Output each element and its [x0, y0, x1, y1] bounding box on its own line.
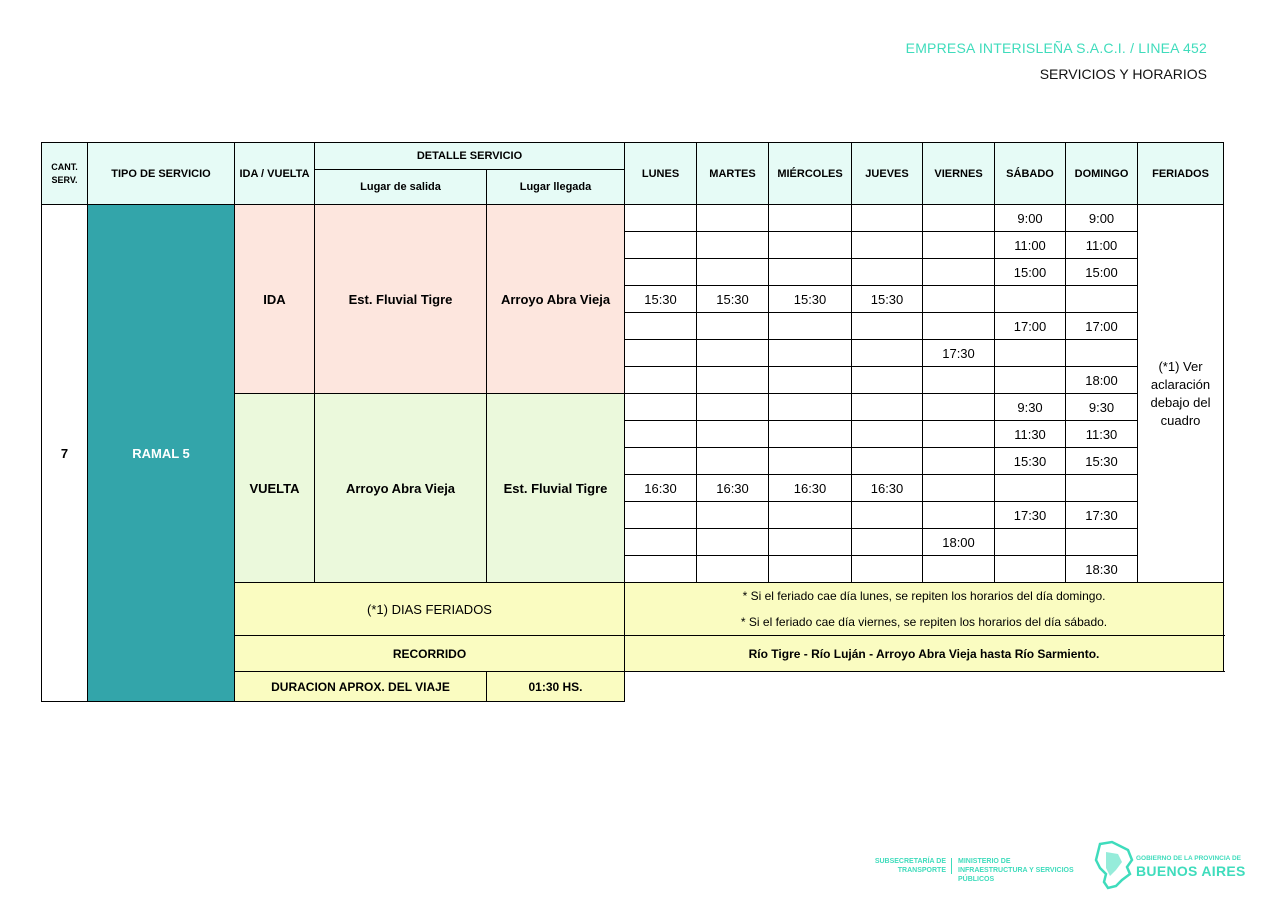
time-cell: [697, 421, 769, 448]
duracion-label: DURACION APROX. DEL VIAJE: [235, 672, 487, 702]
duracion-value: 01:30 HS.: [487, 672, 625, 702]
ida-direction-label: IDA: [235, 205, 315, 394]
time-cell: [697, 205, 769, 232]
time-cell: [852, 556, 923, 583]
time-cell: 15:30: [769, 286, 852, 313]
vuelta-arrival-place: Est. Fluvial Tigre: [487, 394, 625, 583]
time-cell: [852, 205, 923, 232]
time-cell: 18:30: [1066, 556, 1138, 583]
time-cell: 15:30: [1066, 448, 1138, 475]
time-cell: [852, 421, 923, 448]
time-cell: 15:30: [697, 286, 769, 313]
time-cell: [625, 259, 697, 286]
time-cell: [697, 556, 769, 583]
time-cell: [923, 421, 995, 448]
header-day-domingo: DOMINGO: [1066, 143, 1138, 205]
time-cell: 15:30: [625, 286, 697, 313]
header-llegada: Lugar llegada: [487, 170, 625, 205]
time-cell: [625, 367, 697, 394]
time-cell: 11:30: [995, 421, 1066, 448]
time-cell: [697, 529, 769, 556]
header-ida-vuelta: IDA / VUELTA: [235, 143, 315, 205]
ida-departure-place: Est. Fluvial Tigre: [315, 205, 487, 394]
time-cell: [769, 556, 852, 583]
time-cell: [697, 259, 769, 286]
vuelta-departure-place: Arroyo Abra Vieja: [315, 394, 487, 583]
time-cell: [769, 502, 852, 529]
time-cell: 15:00: [995, 259, 1066, 286]
time-cell: [852, 232, 923, 259]
service-type: RAMAL 5: [88, 205, 235, 702]
header-cant: CANT. SERV.: [42, 143, 88, 205]
time-cell: [625, 340, 697, 367]
time-cell: [852, 259, 923, 286]
time-cell: [625, 313, 697, 340]
time-cell: 16:30: [852, 475, 923, 502]
time-cell: [995, 475, 1066, 502]
time-cell: [769, 259, 852, 286]
time-cell: [625, 205, 697, 232]
time-cell: [1066, 340, 1138, 367]
time-cell: 15:30: [995, 448, 1066, 475]
schedule-table: [41, 142, 1224, 702]
time-cell: [769, 340, 852, 367]
footer-subsecretaria: SUBSECRETARÍA DE TRANSPORTE: [874, 858, 946, 874]
time-cell: 9:00: [1066, 205, 1138, 232]
time-cell: [923, 448, 995, 475]
header-day-viernes: VIERNES: [923, 143, 995, 205]
time-cell: [769, 394, 852, 421]
time-cell: [852, 340, 923, 367]
time-cell: 18:00: [1066, 367, 1138, 394]
recorrido-value: Río Tigre - Río Luján - Arroyo Abra Vieja hasta Río Sarmiento.: [625, 636, 1224, 672]
feriados-label: (*1) DIAS FERIADOS: [235, 583, 625, 636]
time-cell: [923, 259, 995, 286]
time-cell: [995, 340, 1066, 367]
time-cell: 17:00: [995, 313, 1066, 340]
time-cell: 17:30: [995, 502, 1066, 529]
time-cell: [625, 232, 697, 259]
time-cell: 11:00: [995, 232, 1066, 259]
time-cell: 17:00: [1066, 313, 1138, 340]
header-feriados: FERIADOS: [1138, 143, 1224, 205]
footer-ministerio: MINISTERIO DE INFRAESTRUCTURA Y SERVICIOS PÚBLICOS: [958, 858, 1074, 883]
time-cell: [697, 394, 769, 421]
time-cell: 17:30: [1066, 502, 1138, 529]
time-cell: [625, 556, 697, 583]
footer-gobierno: GOBIERNO DE LA PROVINCIA DE: [1136, 855, 1241, 862]
service-count: 7: [42, 205, 88, 702]
time-cell: 9:00: [995, 205, 1066, 232]
time-cell: [852, 367, 923, 394]
time-cell: [769, 448, 852, 475]
header-detalle: DETALLE SERVICIO: [315, 143, 625, 170]
time-cell: [923, 475, 995, 502]
time-cell: 16:30: [769, 475, 852, 502]
empty-area: [625, 672, 1224, 702]
feriados-line: * Si el feriado cae día viernes, se repiten los horarios del día sábado.: [625, 609, 1224, 636]
time-cell: 15:00: [1066, 259, 1138, 286]
time-cell: [852, 529, 923, 556]
header-day-miercoles: MIÉRCOLES: [769, 143, 852, 205]
time-cell: 16:30: [697, 475, 769, 502]
time-cell: [769, 421, 852, 448]
company-title: EMPRESA INTERISLEÑA S.A.C.I. / LINEA 452: [905, 40, 1207, 56]
header-day-martes: MARTES: [697, 143, 769, 205]
page-subtitle: SERVICIOS Y HORARIOS: [1039, 66, 1207, 82]
time-cell: [625, 502, 697, 529]
time-cell: 17:30: [923, 340, 995, 367]
time-cell: [995, 367, 1066, 394]
time-cell: [697, 340, 769, 367]
time-cell: [769, 367, 852, 394]
table-row: [42, 205, 1224, 232]
time-cell: [625, 394, 697, 421]
time-cell: [923, 232, 995, 259]
time-cell: 11:30: [1066, 421, 1138, 448]
time-cell: [852, 502, 923, 529]
time-cell: [697, 232, 769, 259]
time-cell: [625, 421, 697, 448]
header-salida: Lugar de salida: [315, 170, 487, 205]
time-cell: [852, 313, 923, 340]
time-cell: [923, 556, 995, 583]
province-map-emblem-icon: [1094, 840, 1134, 890]
feriados-note: (*1) Ver aclaración debajo del cuadro: [1138, 205, 1224, 583]
time-cell: 9:30: [995, 394, 1066, 421]
time-cell: [769, 529, 852, 556]
time-cell: [769, 313, 852, 340]
ida-arrival-place: Arroyo Abra Vieja: [487, 205, 625, 394]
time-cell: [697, 313, 769, 340]
header-day-jueves: JUEVES: [852, 143, 923, 205]
time-cell: [995, 286, 1066, 313]
time-cell: [1066, 475, 1138, 502]
time-cell: [697, 448, 769, 475]
time-cell: [923, 394, 995, 421]
footer-separator: [951, 858, 952, 874]
time-cell: 9:30: [1066, 394, 1138, 421]
time-cell: 16:30: [625, 475, 697, 502]
time-cell: [923, 502, 995, 529]
time-cell: [625, 529, 697, 556]
time-cell: [769, 232, 852, 259]
time-cell: 11:00: [1066, 232, 1138, 259]
time-cell: [923, 313, 995, 340]
time-cell: [769, 205, 852, 232]
vuelta-direction-label: VUELTA: [235, 394, 315, 583]
time-cell: [697, 502, 769, 529]
time-cell: 15:30: [852, 286, 923, 313]
time-cell: [852, 448, 923, 475]
time-cell: [923, 367, 995, 394]
time-cell: [995, 529, 1066, 556]
time-cell: [1066, 286, 1138, 313]
header-tipo: TIPO DE SERVICIO: [88, 143, 235, 205]
time-cell: [923, 205, 995, 232]
time-cell: [852, 394, 923, 421]
footer-buenos-aires: BUENOS AIRES: [1136, 863, 1246, 879]
time-cell: 18:00: [923, 529, 995, 556]
time-cell: [625, 448, 697, 475]
time-cell: [1066, 529, 1138, 556]
time-cell: [923, 286, 995, 313]
time-cell: [995, 556, 1066, 583]
header-day-sabado: SÁBADO: [995, 143, 1066, 205]
feriados-line: * Si el feriado cae día lunes, se repiten los horarios del día domingo.: [625, 583, 1224, 610]
recorrido-label: RECORRIDO: [235, 636, 625, 672]
time-cell: [697, 367, 769, 394]
header-day-lunes: LUNES: [625, 143, 697, 205]
